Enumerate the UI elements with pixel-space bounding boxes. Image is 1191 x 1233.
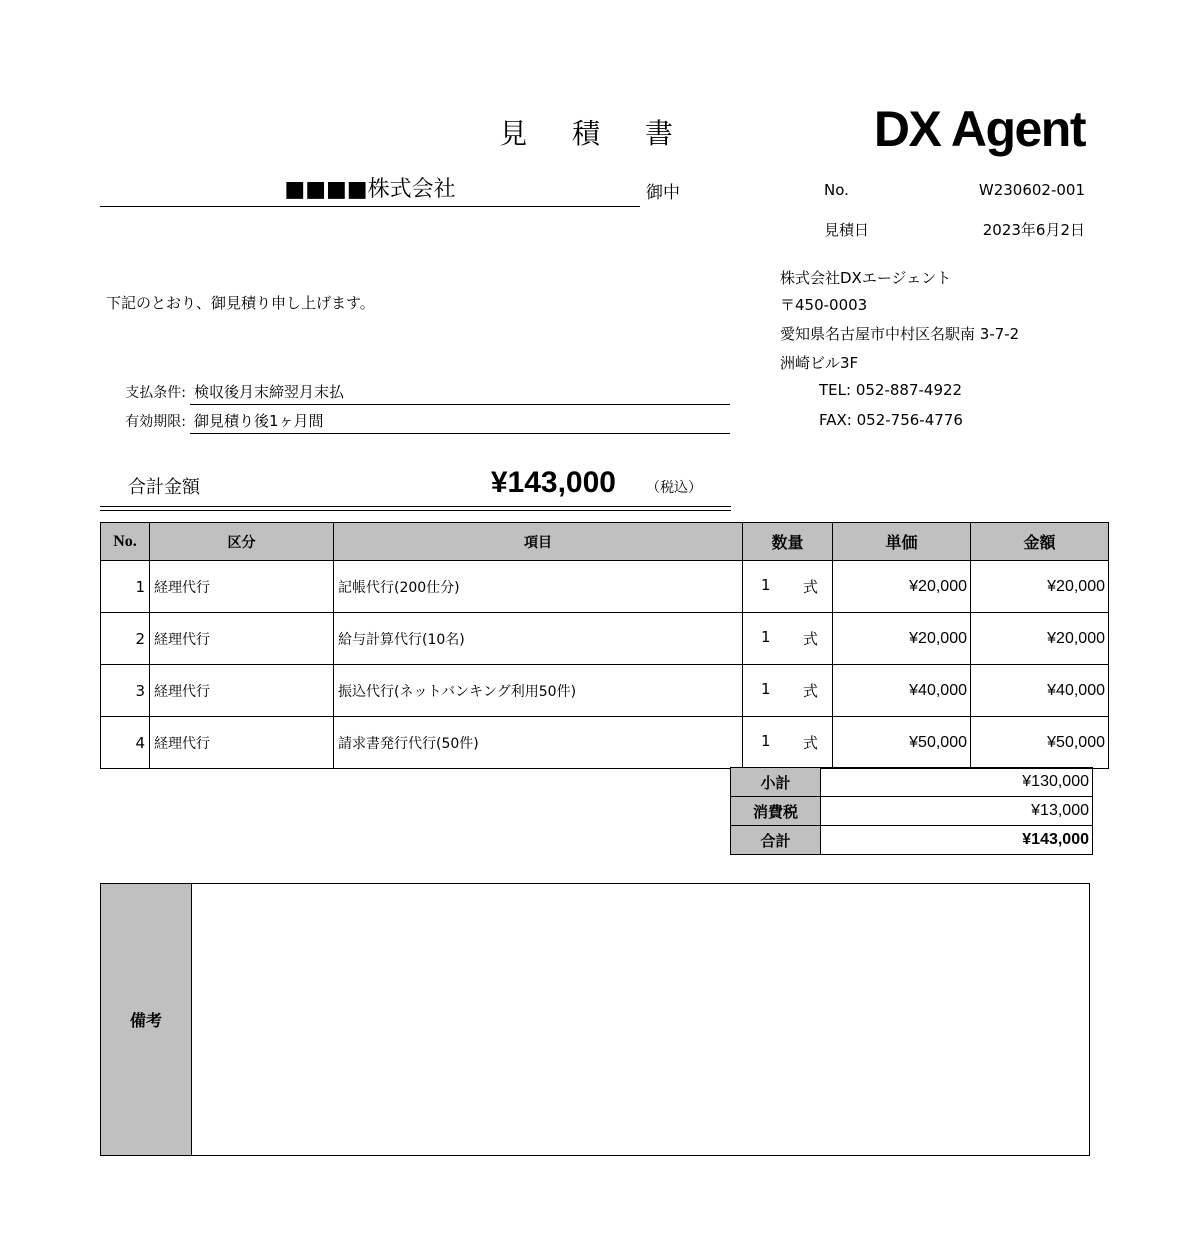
grand-total-label: 合計 [731,826,821,855]
row-amount: ¥20,000 [971,561,1109,613]
row-category: 経理代行 [150,665,334,717]
row-no: 4 [101,717,150,769]
company-address1: 愛知県名古屋市中村区名駅南 3-7-2 [780,325,1020,343]
remarks-box [100,883,1090,1156]
header-category: 区分 [150,523,334,561]
line-items-table [100,522,1109,769]
row-unit-price: ¥20,000 [833,613,971,665]
row-qty-unit: 式 [802,630,818,648]
header-item: 項目 [334,523,743,561]
row-item: 記帳代行(200仕分) [334,561,743,613]
table-header-row [101,523,1109,561]
row-quantity [743,717,833,769]
intro-text: 下記のとおり、御見積り申し上げます。 [106,294,375,312]
subtotal-value: ¥130,000 [821,768,1093,797]
estimate-no-value: W230602-001 [978,181,1085,199]
row-no: 3 [101,665,150,717]
estimate-date-label: 見積日 [824,221,870,239]
subtotal-label: 小計 [731,768,821,797]
document-title: 見 積 書 [499,117,691,150]
total-amount-value: ¥143,000 [490,466,616,499]
company-logo: DX Agent [873,101,1085,157]
row-amount: ¥20,000 [971,613,1109,665]
remarks-body [192,884,1089,1155]
row-item: 振込代行(ネットバンキング利用50件) [334,665,743,717]
table-row [101,613,1109,665]
company-fax: FAX: 052-756-4776 [819,411,963,429]
total-underline [100,506,731,511]
tax-label: 消費税 [731,797,821,826]
table-row [101,665,1109,717]
row-quantity [743,665,833,717]
row-unit-price: ¥50,000 [833,717,971,769]
company-address2: 洲崎ビル3F [780,354,859,372]
table-row [101,561,1109,613]
row-no: 1 [101,561,150,613]
row-unit-price: ¥40,000 [833,665,971,717]
validity-label: 有効期限: [125,414,186,430]
payment-terms-value: 検収後月末締翌月末払 [190,379,730,405]
header-quantity: 数量 [743,523,833,561]
row-amount: ¥50,000 [971,717,1109,769]
header-amount: 金額 [971,523,1109,561]
row-category: 経理代行 [150,613,334,665]
company-tel: TEL: 052-887-4922 [819,381,963,399]
table-row [101,717,1109,769]
summary-table [730,767,1093,855]
header-unit-price: 単価 [833,523,971,561]
tax-row [731,797,1093,826]
row-category: 経理代行 [150,717,334,769]
grand-total-row [731,826,1093,855]
row-unit-price: ¥20,000 [833,561,971,613]
client-name: ■■■■株式会社 [100,174,640,207]
row-qty-value: 1 [761,680,771,698]
header-no: No. [101,523,150,561]
total-amount-label: 合計金額 [128,477,200,498]
remarks-label: 備考 [101,884,192,1155]
company-name: 株式会社DXエージェント [780,269,952,287]
row-qty-value: 1 [761,732,771,750]
grand-total-value: ¥143,000 [821,826,1093,855]
row-item: 給与計算代行(10名) [334,613,743,665]
row-qty-unit: 式 [802,682,818,700]
row-category: 経理代行 [150,561,334,613]
validity-value: 御見積り後1ヶ月間 [190,408,730,434]
row-amount: ¥40,000 [971,665,1109,717]
payment-terms-label: 支払条件: [125,385,186,401]
tax-included-note: （税込） [646,480,702,496]
row-qty-value: 1 [761,576,771,594]
client-suffix: 御中 [646,183,680,203]
tax-value: ¥13,000 [821,797,1093,826]
row-quantity [743,561,833,613]
row-item: 請求書発行代行(50件) [334,717,743,769]
estimate-no-label: No. [824,181,849,199]
subtotal-row [731,768,1093,797]
row-qty-unit: 式 [802,734,818,752]
row-qty-unit: 式 [802,578,818,596]
row-no: 2 [101,613,150,665]
row-quantity [743,613,833,665]
estimate-date-value: 2023年6月2日 [982,221,1085,239]
company-postal: 〒450-0003 [780,296,868,314]
row-qty-value: 1 [761,628,771,646]
